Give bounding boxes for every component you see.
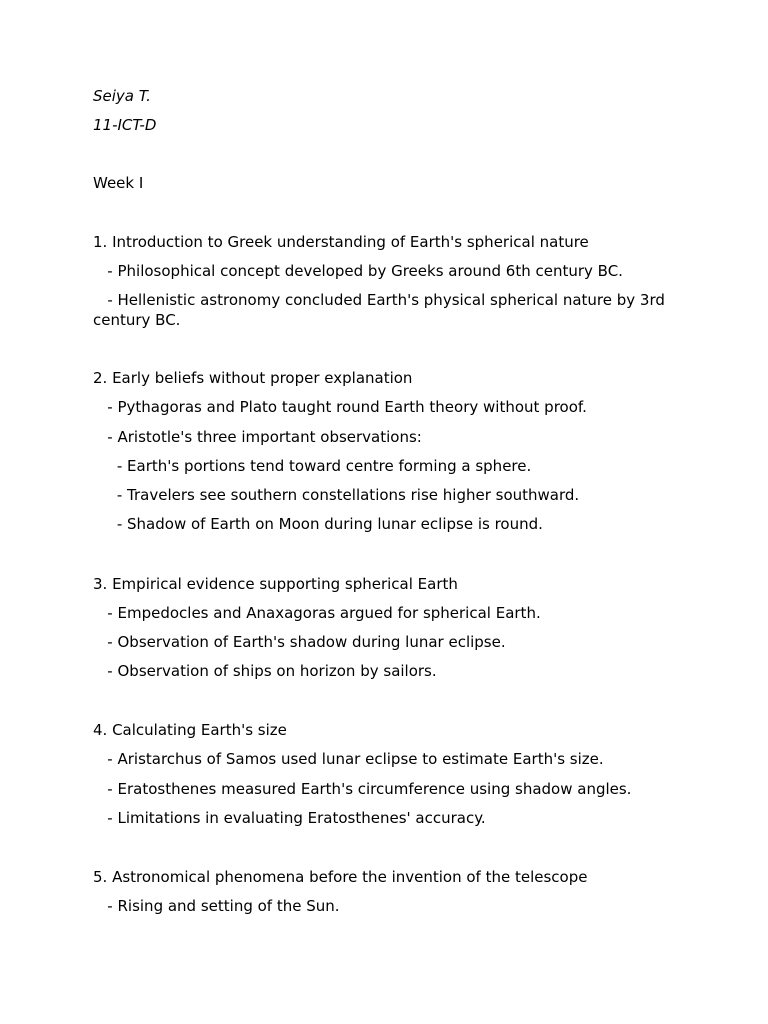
topic-subpoint: - Shadow of Earth on Moon during lunar eclipse is round. [93,515,543,533]
topic-point: - Rising and setting of the Sun. [93,897,340,915]
topic-point: - Pythagoras and Plato taught round Earth theory without proof. [93,398,587,416]
topic-point: - Limitations in evaluating Eratosthenes' accuracy. [93,809,486,827]
author-name: Seiya T. [93,87,151,105]
topic-point: - Observation of Earth's shadow during lunar eclipse. [93,633,506,651]
topic-heading: 4. Calculating Earth's size [93,721,287,739]
topic-point: - Eratosthenes measured Earth's circumference using shadow angles. [93,780,632,798]
class-section: 11-ICT-D [93,116,157,134]
topic-point: - Hellenistic astronomy concluded Earth's physical spherical nature by 3rd century BC. [93,291,670,329]
topic-point: - Aristotle's three important observations: [93,428,422,446]
topic-heading: 2. Early beliefs without proper explanation [93,369,413,387]
topic-heading: 5. Astronomical phenomena before the invention of the telescope [93,868,588,886]
topic-point: - Observation of ships on horizon by sailors. [93,662,437,680]
topic-heading: 3. Empirical evidence supporting spherical Earth [93,575,458,593]
topic-heading: 1. Introduction to Greek understanding of Earth's spherical nature [93,233,589,251]
topic-point: - Philosophical concept developed by Greeks around 6th century BC. [93,262,623,280]
topic-subpoint: - Travelers see southern constellations rise higher southward. [93,486,580,504]
topic-subpoint: - Earth's portions tend toward centre forming a sphere. [93,457,532,475]
week-heading: Week I [93,174,144,192]
topic-point: - Empedocles and Anaxagoras argued for spherical Earth. [93,604,541,622]
topic-point: - Aristarchus of Samos used lunar eclipse to estimate Earth's size. [93,750,604,768]
